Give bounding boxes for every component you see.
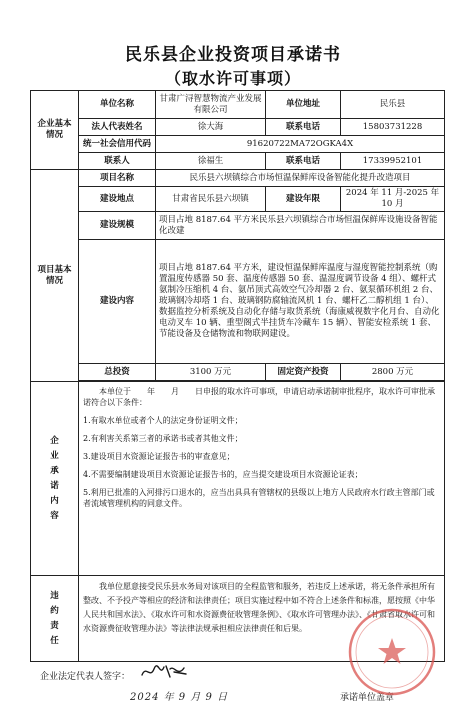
commitment-item-4: 4.不需要编制建设项目水资源论证报告书的，应当提交建设项目水资源论证表；	[83, 470, 363, 479]
project-row-content	[31, 240, 445, 364]
commitment-item-1: 1.有取水单位或者个人的法定身份证明文件；	[83, 416, 243, 425]
seal-label: 承诺单位盖章	[340, 693, 395, 703]
commitment-body	[79, 382, 445, 576]
fixed-invest-value: 2800 万元	[341, 364, 445, 381]
period-label: 建设年限	[266, 187, 341, 212]
handwritten-signature	[140, 663, 188, 681]
commitment-section-label-text: 企 业 承 诺 内 容	[50, 435, 59, 521]
document-title: 民乐县企业投资项目承诺书	[125, 45, 341, 65]
fixed-invest-label: 固定资产投资	[266, 364, 341, 381]
enterprise-row-contact	[31, 153, 445, 170]
scale-label: 建设规模	[79, 212, 156, 240]
breach-section-label	[31, 576, 79, 662]
breach-text: 我单位愿意接受民乐县水务局对该项目的全程监管和服务，若违反上述承诺，将无条件承担所有整改、不予投产等相应的经济和法律责任；项目实施过程中如不符合上述条件和标准，愿按照《中华人民共和国水法》、《取水许可和水资源费征收管理条例》、《取水许可管理办法》、《甘肃省取水许可和水资源费征收管理办法》等法律法规承担相应法律责任和后果。	[83, 582, 435, 633]
commitment-form-table	[30, 90, 445, 662]
unit-address-label: 单位地址	[266, 91, 341, 119]
scale-value: 项目占地 8187.64 平方米民乐县六坝镇综合市场恒温保鲜库设施设备智能化改建	[156, 212, 445, 240]
enterprise-section-label: 企业基本情况	[31, 91, 79, 170]
signature-label: 企业法定代表人签字：	[40, 672, 131, 682]
project-row-invest	[31, 364, 445, 381]
enterprise-row-legal	[31, 119, 445, 136]
legal-phone-label: 联系电话	[266, 119, 341, 136]
contact-phone-label: 联系电话	[266, 153, 341, 170]
commitment-intro: 本单位于 年 月 日申报的取水许可事项，申请启动承诺制审批程序，取水许可审批承诺符合以下条件：	[83, 387, 435, 407]
document-subtitle: （取水许可事项）	[164, 69, 301, 88]
commitment-row	[31, 382, 445, 576]
project-name-label: 项目名称	[79, 170, 156, 187]
location-label: 建设地点	[79, 187, 156, 212]
total-invest-value: 3100 万元	[156, 364, 266, 381]
content-value: 项目占地 8187.64 平方米，建设恒温保鲜库温度与湿度智能控制系统（购置温度传感器 50 套、温度传感器 50 套、温湿度调节设备 4 组）、螺杆式氨制冷压缩机 4 台、氨吊顶式高效空气冷却器 2 台、氨泵循环机组 2 台、玻璃钢冷却塔 1 台、玻璃钢防腐轴流风机 1 台、螺杆乙二醇机组 1 台）、数据监控分析系统及自动化存储与取货系统（海康威视数字化月台、自动化电动叉车 10 辆、重型阁式半挂货车冷藏车 15 辆）、智能安检系统 1 套、节能设备及仓储物流和物联网建设。	[156, 240, 445, 364]
total-invest-label: 总投资	[79, 364, 156, 381]
commitment-item-5: 5.利用已批准的入河排污口退水的，应当出具具有管辖权的县级以上地方人民政府水行政主管部门或者流域管理机构的同意文件。	[83, 488, 435, 508]
content-label: 建设内容	[79, 240, 156, 364]
signature-date: 2024 年 9 月 9 日	[130, 692, 229, 703]
project-section-label: 项目基本情况	[31, 170, 79, 382]
breach-section-label-text: 违 约 责 任	[50, 590, 59, 646]
unit-address-value: 民乐县	[341, 91, 445, 119]
enterprise-row-unit	[31, 91, 445, 119]
project-row-scale	[31, 212, 445, 240]
legal-rep-value: 徐大海	[156, 119, 266, 136]
project-row-location	[31, 187, 445, 212]
commitment-item-2: 2.有利害关系第三者的承诺书或者其他文件；	[83, 434, 243, 443]
project-row-name	[31, 170, 445, 187]
credit-code-value: 91620722MA72OGKA4X	[156, 136, 445, 153]
legal-phone-value: 15803731228	[341, 119, 445, 136]
contact-phone-value: 17339952101	[341, 153, 445, 170]
location-value: 甘肃省民乐县六坝镇	[156, 187, 266, 212]
commitment-section-label	[31, 382, 79, 576]
project-name-value: 民乐县六坝镇综合市场恒温保鲜库设备智能化提升改造项目	[156, 170, 445, 187]
contact-label: 联系人	[79, 153, 156, 170]
unit-name-label: 单位名称	[79, 91, 156, 119]
enterprise-row-credit	[31, 136, 445, 153]
contact-value: 徐福生	[156, 153, 266, 170]
period-value: 2024 年 11 月-2025 年 10 月	[341, 187, 445, 212]
legal-rep-label: 法人代表姓名	[79, 119, 156, 136]
company-seal-stamp	[346, 606, 438, 698]
unit-name-value: 甘肃广浔智慧物流产业发展有限公司	[156, 91, 266, 119]
credit-code-label: 统一社会信用代码	[79, 136, 156, 153]
commitment-item-3: 3.建设项目水资源论证报告书的审查意见；	[83, 452, 235, 461]
